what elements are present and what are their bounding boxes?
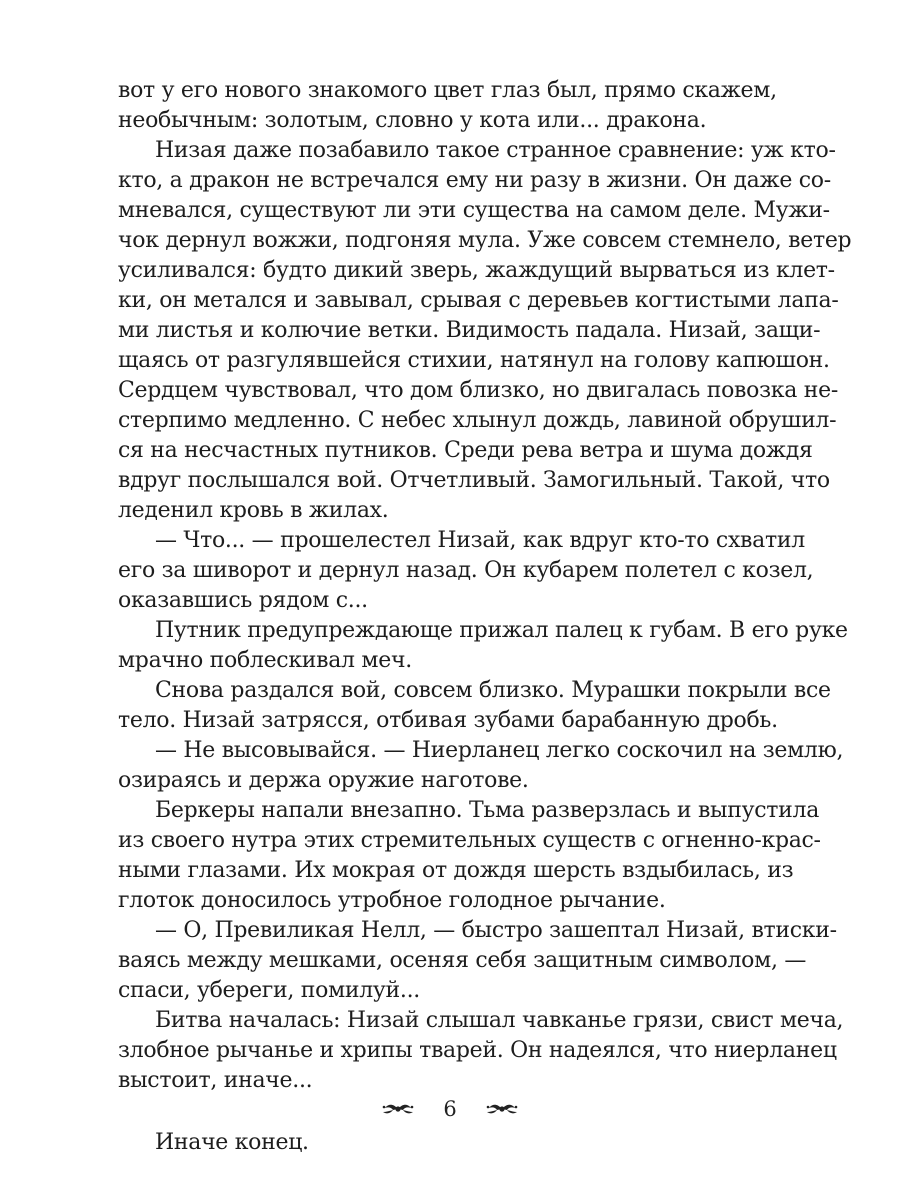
floral-vignette-icon bbox=[381, 1101, 415, 1117]
text-line: — Не высовывайся. — Ниерланец легко соскочил на землю, bbox=[155, 738, 844, 763]
text-line: мрачно поблескивал меч. bbox=[118, 648, 412, 673]
text-line: необычным: золотым, словно у кота или... дракона. bbox=[118, 108, 707, 133]
text-line: Сердцем чувствовал, что дом близко, но двигалась повозка не- bbox=[118, 378, 838, 403]
page-folio bbox=[0, 1094, 900, 1124]
text-line: из своего нутра этих стремительных существ с огненно-крас- bbox=[118, 828, 821, 853]
text-line: вдруг послышался вой. Отчетливый. Замогильный. Такой, что bbox=[118, 468, 830, 493]
text-line: озираясь и держа оружие наготове. bbox=[118, 768, 529, 793]
text-line: ми листья и колючие ветки. Видимость падала. Низай, защи- bbox=[118, 318, 821, 343]
text-line: тело. Низай затрясся, отбивая зубами барабанную дробь. bbox=[118, 708, 778, 733]
text-line: — О, Превиликая Нелл, — быстро зашептал Низай, втиски- bbox=[155, 918, 837, 943]
text-line: Снова раздался вой, совсем близко. Мурашки покрыли все bbox=[155, 678, 831, 703]
text-line: Низая даже позабавило такое странное сравнение: уж кто- bbox=[155, 138, 836, 163]
text-line: усиливался: будто дикий зверь, жаждущий вырваться из клет- bbox=[118, 258, 835, 283]
text-line: злобное рычанье и хрипы тварей. Он надеялся, что ниерланец bbox=[118, 1038, 837, 1063]
text-line: щаясь от разгулявшейся стихии, натянул на голову капюшон. bbox=[118, 348, 830, 373]
text-line: кто, а дракон не встречался ему ни разу в жизни. Он даже со- bbox=[118, 168, 831, 193]
text-line: мневался, существуют ли эти существа на самом деле. Мужи- bbox=[118, 198, 830, 223]
text-line: его за шиворот и дернул назад. Он кубарем полетел с козел, bbox=[118, 558, 814, 583]
floral-vignette-icon bbox=[485, 1101, 519, 1117]
text-line: выстоит, иначе... bbox=[118, 1068, 313, 1093]
text-line: ными глазами. Их мокрая от дождя шерсть вздыбилась, из bbox=[118, 858, 794, 883]
text-line: Беркеры напали внезапно. Тьма разверзлась и выпустила bbox=[155, 798, 820, 823]
text-line: чок дернул вожжи, подгоняя мула. Уже совсем стемнело, ветер bbox=[118, 228, 852, 253]
text-line: стерпимо медленно. С небес хлынул дождь, лавиной обрушил- bbox=[118, 408, 837, 433]
text-line: Битва началась: Низай слышал чавканье грязи, свист меча, bbox=[155, 1008, 844, 1033]
text-line: глоток доносилось утробное голодное рычание. bbox=[118, 888, 666, 913]
text-line: вот у его нового знакомого цвет глаз был, прямо скажем, bbox=[118, 78, 777, 103]
text-line: Путник предупреждающе прижал палец к губам. В его руке bbox=[155, 618, 848, 643]
text-line: — Что... — прошелестел Низай, как вдруг кто-то схватил bbox=[155, 528, 805, 553]
text-line: ки, он метался и завывал, срывая с деревьев когтистыми лапа- bbox=[118, 288, 839, 313]
text-line: леденил кровь в жилах. bbox=[118, 498, 389, 523]
text-line: ся на несчастных путников. Среди рева ветра и шума дождя bbox=[118, 438, 813, 463]
text-line: ваясь между мешками, осеняя себя защитным символом, — bbox=[118, 948, 807, 973]
page-number: 6 bbox=[443, 1097, 457, 1121]
text-line: оказавшись рядом с... bbox=[118, 588, 368, 613]
text-line: спаси, убереги, помилуй... bbox=[118, 978, 421, 1003]
text-line: Иначе конец. bbox=[155, 1130, 309, 1155]
